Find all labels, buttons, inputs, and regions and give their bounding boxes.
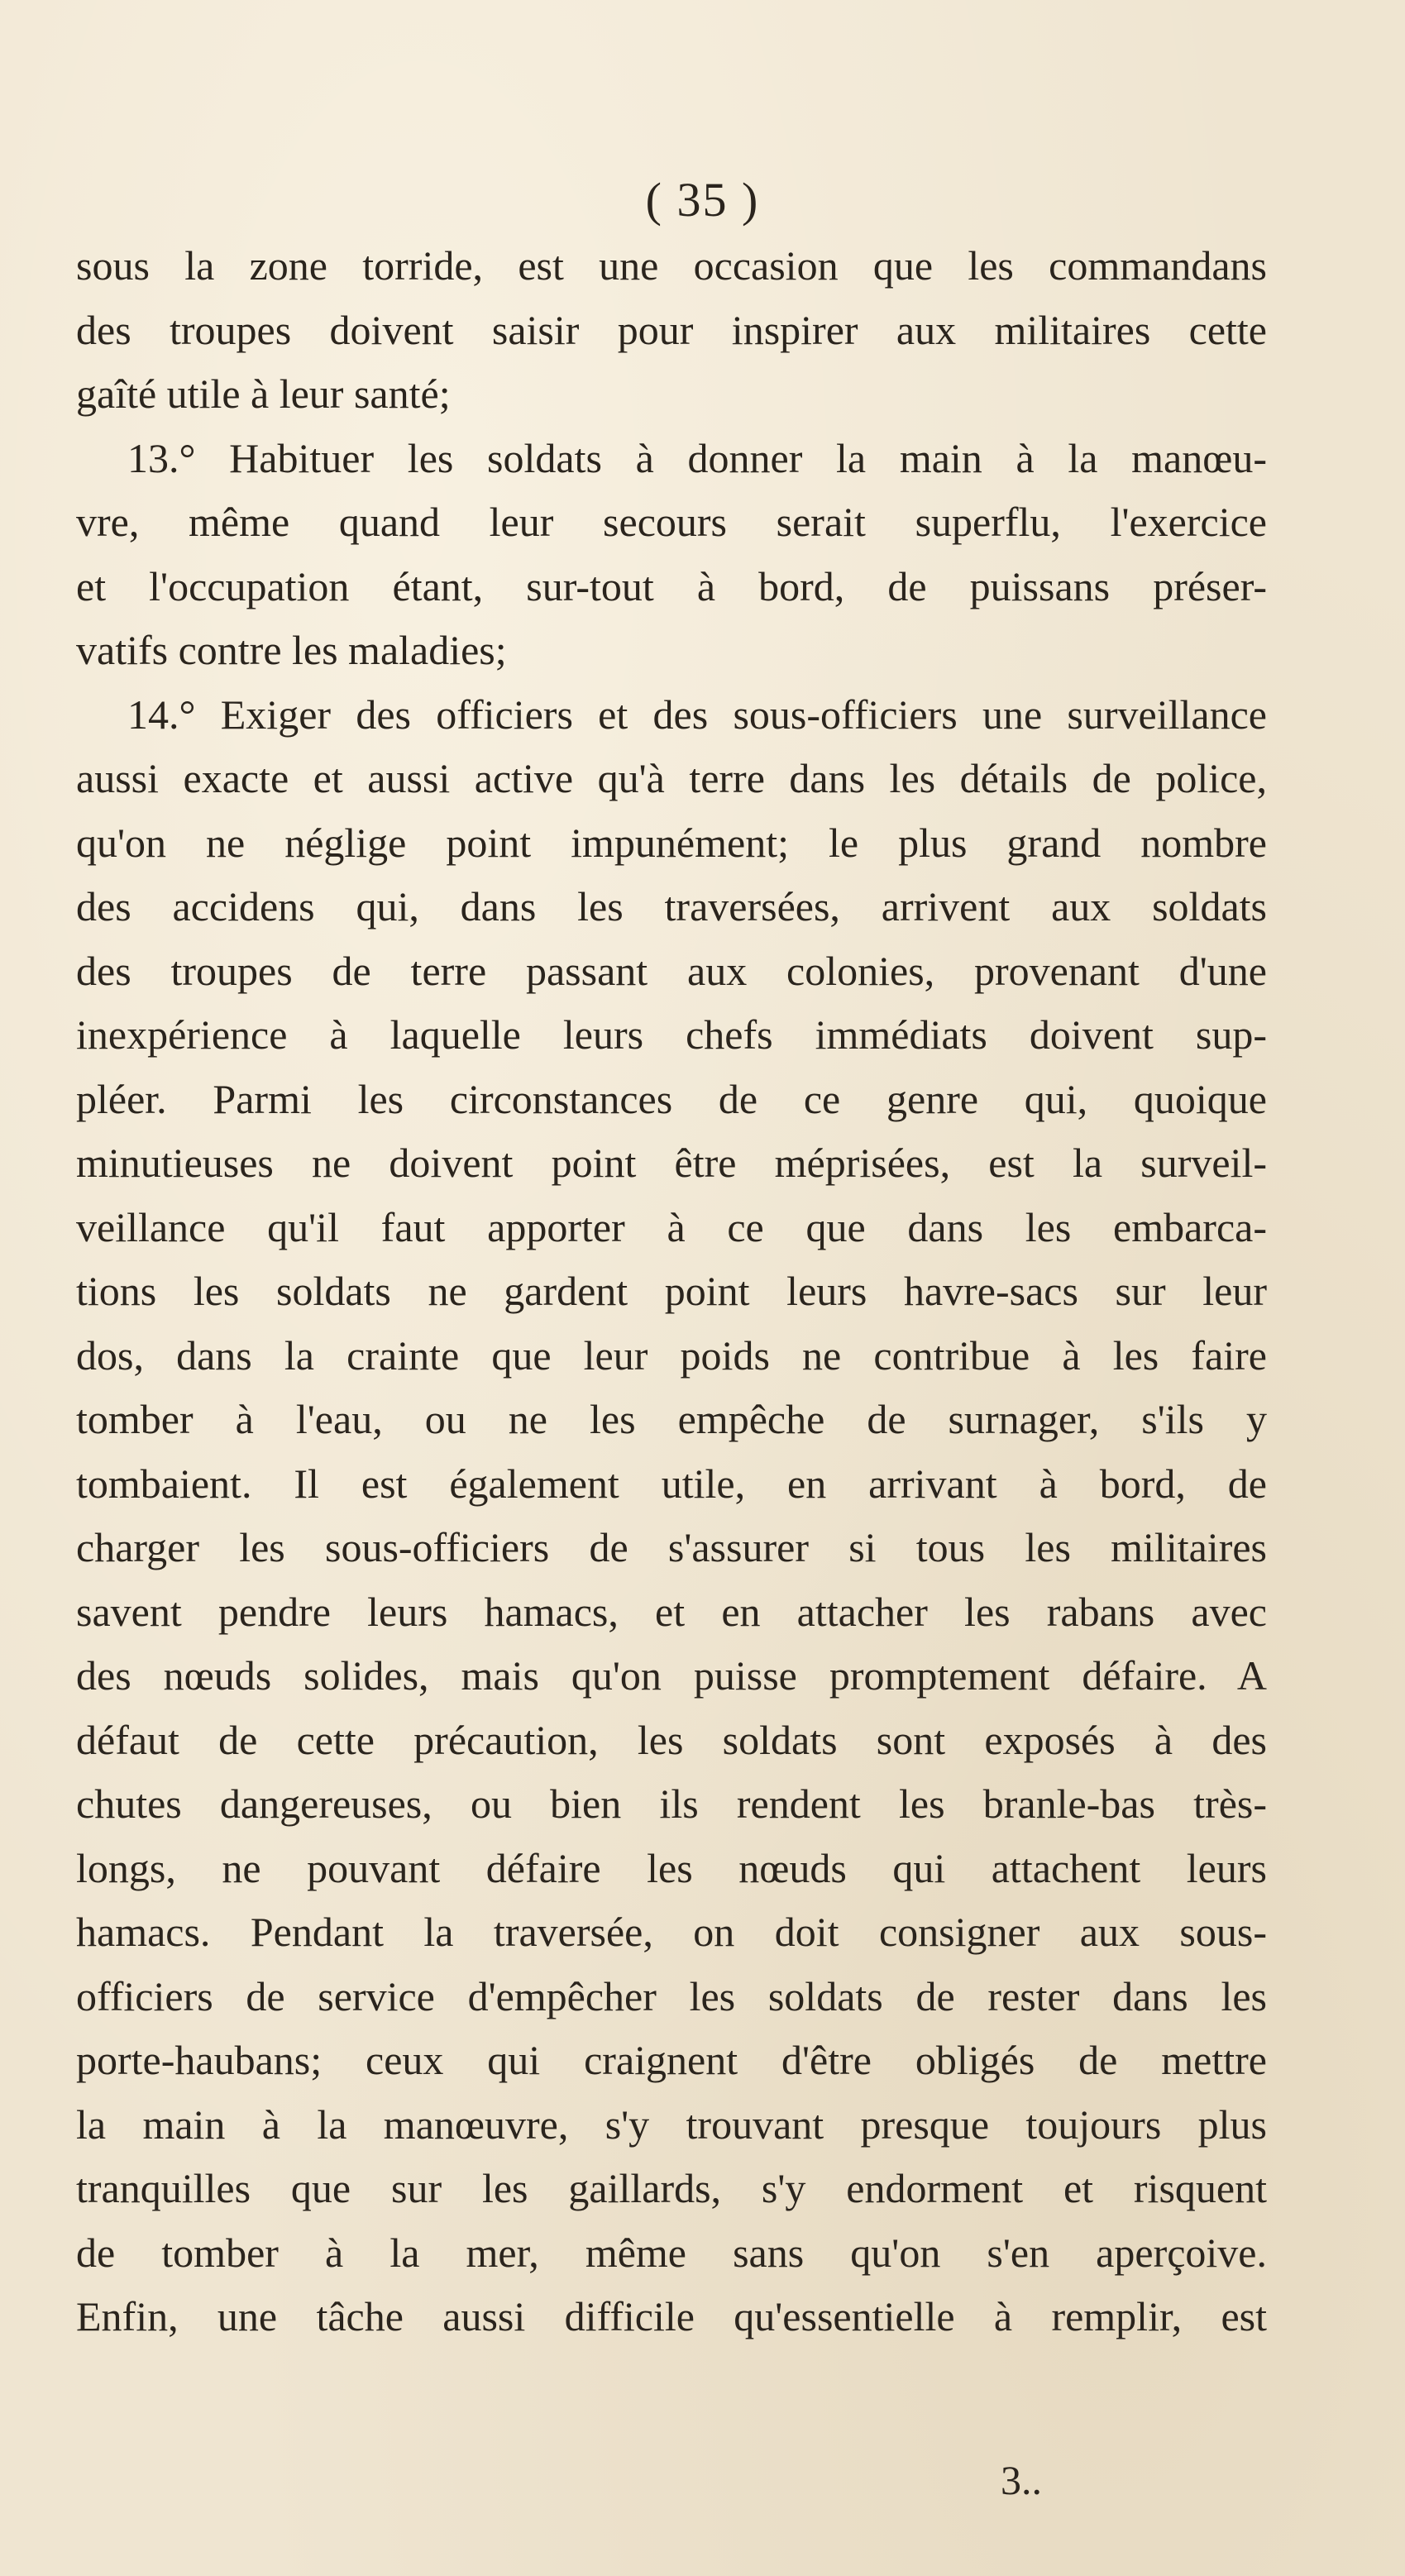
text-line: tombaient. Il est également utile, en arrivant à bord, de bbox=[76, 1460, 1267, 1507]
text-line: gaîté utile à leur santé; bbox=[76, 370, 451, 417]
text-line: vre, même quand leur secours serait superflu, l'exercice bbox=[76, 499, 1267, 545]
body-text bbox=[76, 234, 1267, 2349]
text-line: aussi exacte et aussi active qu'à terre dans les détails de police, bbox=[76, 755, 1267, 801]
text-line: chutes dangereuses, ou bien ils rendent les branle-bas très- bbox=[76, 1780, 1267, 1827]
text-line: hamacs. Pendant la traversée, on doit consigner aux sous- bbox=[76, 1909, 1267, 1955]
text-line: de tomber à la mer, même sans qu'on s'en aperçoive. bbox=[76, 2229, 1267, 2276]
text-line: qu'on ne néglige point impunément; le plus grand nombre bbox=[76, 819, 1267, 866]
text-line: tranquilles que sur les gaillards, s'y endorment et risquent bbox=[76, 2165, 1267, 2211]
text-line: minutieuses ne doivent point être méprisées, est la surveil- bbox=[76, 1140, 1267, 1186]
text-line: des troupes de terre passant aux colonies, provenant d'une bbox=[76, 947, 1267, 994]
text-line: savent pendre leurs hamacs, et en attacher les rabans avec bbox=[76, 1588, 1267, 1635]
text-line: veillance qu'il faut apporter à ce que dans les embarca- bbox=[76, 1203, 1267, 1250]
text-line: officiers de service d'empêcher les soldats de rester dans les bbox=[76, 1972, 1267, 2019]
text-line: porte-haubans; ceux qui craignent d'être obligés de mettre bbox=[76, 2037, 1267, 2083]
text-line: 13.° Habituer les soldats à donner la main à la manœu- bbox=[127, 434, 1267, 481]
text-line: tomber à l'eau, ou ne les empêche de surnager, s'ils y bbox=[76, 1396, 1267, 1442]
text-line: Enfin, une tâche aussi difficile qu'essentielle à remplir, est bbox=[76, 2293, 1267, 2339]
text-line: sous la zone torride, est une occasion que les commandans bbox=[76, 242, 1267, 289]
text-line: dos, dans la crainte que leur poids ne contribue à les faire bbox=[76, 1331, 1267, 1379]
text-line: des nœuds solides, mais qu'on puisse promptement défaire. A bbox=[76, 1652, 1267, 1699]
page-number: ( 35 ) bbox=[645, 173, 760, 227]
text-line: la main à la manœuvre, s'y trouvant presque toujours plus bbox=[76, 2100, 1267, 2148]
text-line: des troupes doivent saisir pour inspirer aux militaires cette bbox=[76, 306, 1267, 353]
text-line: et l'occupation étant, sur-tout à bord, de puissans préser- bbox=[76, 562, 1267, 609]
text-line: vatifs contre les maladies; bbox=[76, 627, 507, 673]
text-line: défaut de cette précaution, les soldats sont exposés à des bbox=[76, 1716, 1267, 1763]
text-line: inexpérience à laquelle leurs chefs immédiats doivent sup- bbox=[76, 1011, 1267, 1058]
text-line: charger les sous-officiers de s'assurer si tous les militaires bbox=[76, 1524, 1267, 1570]
text-line: des accidens qui, dans les traversées, arrivent aux soldats bbox=[76, 883, 1267, 930]
text-line: 14.° Exiger des officiers et des sous-officiers une surveillance bbox=[127, 691, 1267, 738]
text-line: pléer. Parmi les circonstances de ce genre qui, quoique bbox=[76, 1075, 1267, 1122]
text-line: tions les soldats ne gardent point leurs havre-sacs sur leur bbox=[76, 1268, 1267, 1314]
text-line: longs, ne pouvant défaire les nœuds qui attachent leurs bbox=[76, 1844, 1267, 1891]
signature-mark: 3.. bbox=[1001, 2457, 1042, 2503]
